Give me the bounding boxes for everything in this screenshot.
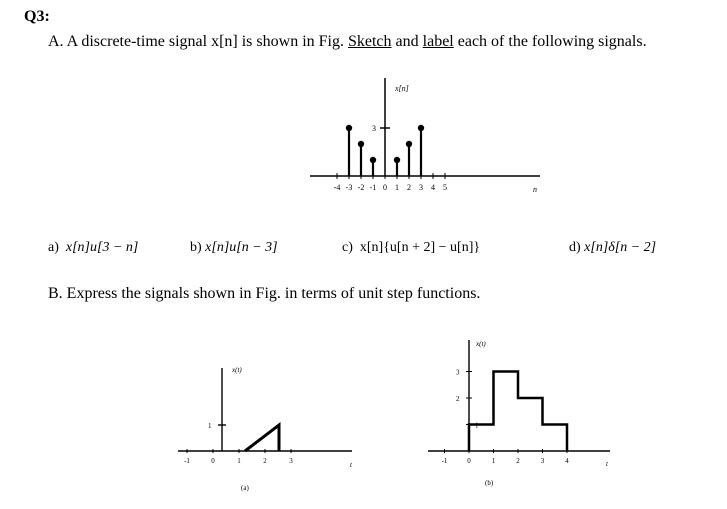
fig-a-n-tick-label: 4 <box>431 183 435 192</box>
fig-ba-y-tick-label-1: 1 <box>208 422 212 430</box>
fig-bb-t-tick-label: -1 <box>441 457 448 465</box>
fig-a-y-tick-label-3: 3 <box>372 124 376 133</box>
fig-bb-staircase-signal <box>469 372 567 452</box>
fig-bb-t-tick-label: 1 <box>491 457 496 465</box>
subpart-a-label: a) <box>48 240 59 255</box>
fig-bb-y-label: x(t) <box>476 340 486 348</box>
fig-bb-t-tick-label: 3 <box>540 457 545 465</box>
fig-bb-y-tick-label: 2 <box>456 395 460 403</box>
fig-a-y-label: x[n] <box>395 84 409 93</box>
part-a-mid: and <box>391 33 423 50</box>
part-a-suffix: each of the following signals. <box>453 33 647 50</box>
fig-bb-t-tick-label: 0 <box>467 457 471 465</box>
subpart-b-label: b) <box>190 240 202 255</box>
subpart-b-expr: x[n]u[n − 3] <box>205 240 278 255</box>
fig-ba-y-label: x(t) <box>232 366 242 374</box>
fig-ba-t-tick-label: 2 <box>263 457 267 465</box>
fig-ba-t-tick-label: 0 <box>211 457 215 465</box>
part-a-prefix: A. A discrete-time signal x[n] is shown in Fig. <box>48 33 348 50</box>
fig-ba-caption: (a) <box>241 484 249 492</box>
fig-a-n-tick-label: -2 <box>357 183 365 192</box>
fig-ba-t-tick-label: 3 <box>289 457 293 465</box>
fig-a-n-tick-label: 1 <box>395 183 399 192</box>
fig-ba-x-label: t <box>350 461 352 469</box>
question-heading: Q3: <box>24 8 50 25</box>
fig-a-x-label: n <box>533 185 537 194</box>
subpart-c-label: c) <box>342 240 353 255</box>
subpart-c-expr: x[n]{u[n + 2] − u[n]} <box>359 240 481 255</box>
subpart-d-label: d) <box>569 240 581 255</box>
fig-a-n-tick-label: 5 <box>443 183 447 192</box>
fig-bb-y-tick-label: 3 <box>456 368 460 377</box>
fig-a-n-tick-label: 2 <box>407 183 411 192</box>
fig-a-n-tick-label: 3 <box>419 183 423 192</box>
fig-bb-x-label: t <box>606 460 608 468</box>
fig-bb-caption: (b) <box>485 479 494 487</box>
fig-bb-t-tick-label: 2 <box>516 457 520 465</box>
fig-ba-t-tick-label: 1 <box>237 457 241 465</box>
fig-bb-y-tick-label: 1 <box>475 421 479 430</box>
part-a-word-sketch: Sketch <box>347 33 392 50</box>
part-b-prompt: B. Express the signals shown in Fig. in terms of unit step functions. <box>48 285 481 302</box>
subpart-d-expr: x[n]δ[n − 2] <box>584 240 657 255</box>
subpart-a-expr: x[n]u[3 − n] <box>65 240 139 255</box>
fig-a-n-tick-label: -4 <box>333 183 341 192</box>
fig-ba-t-tick-label: -1 <box>184 457 190 465</box>
part-a-word-label: label <box>422 33 454 50</box>
fig-bb-t-tick-label: 4 <box>565 457 569 465</box>
fig-a-n-tick-label: -1 <box>369 183 377 192</box>
fig-a-n-tick-label: -3 <box>345 183 353 192</box>
fig-a-n-tick-label: 0 <box>383 183 387 192</box>
